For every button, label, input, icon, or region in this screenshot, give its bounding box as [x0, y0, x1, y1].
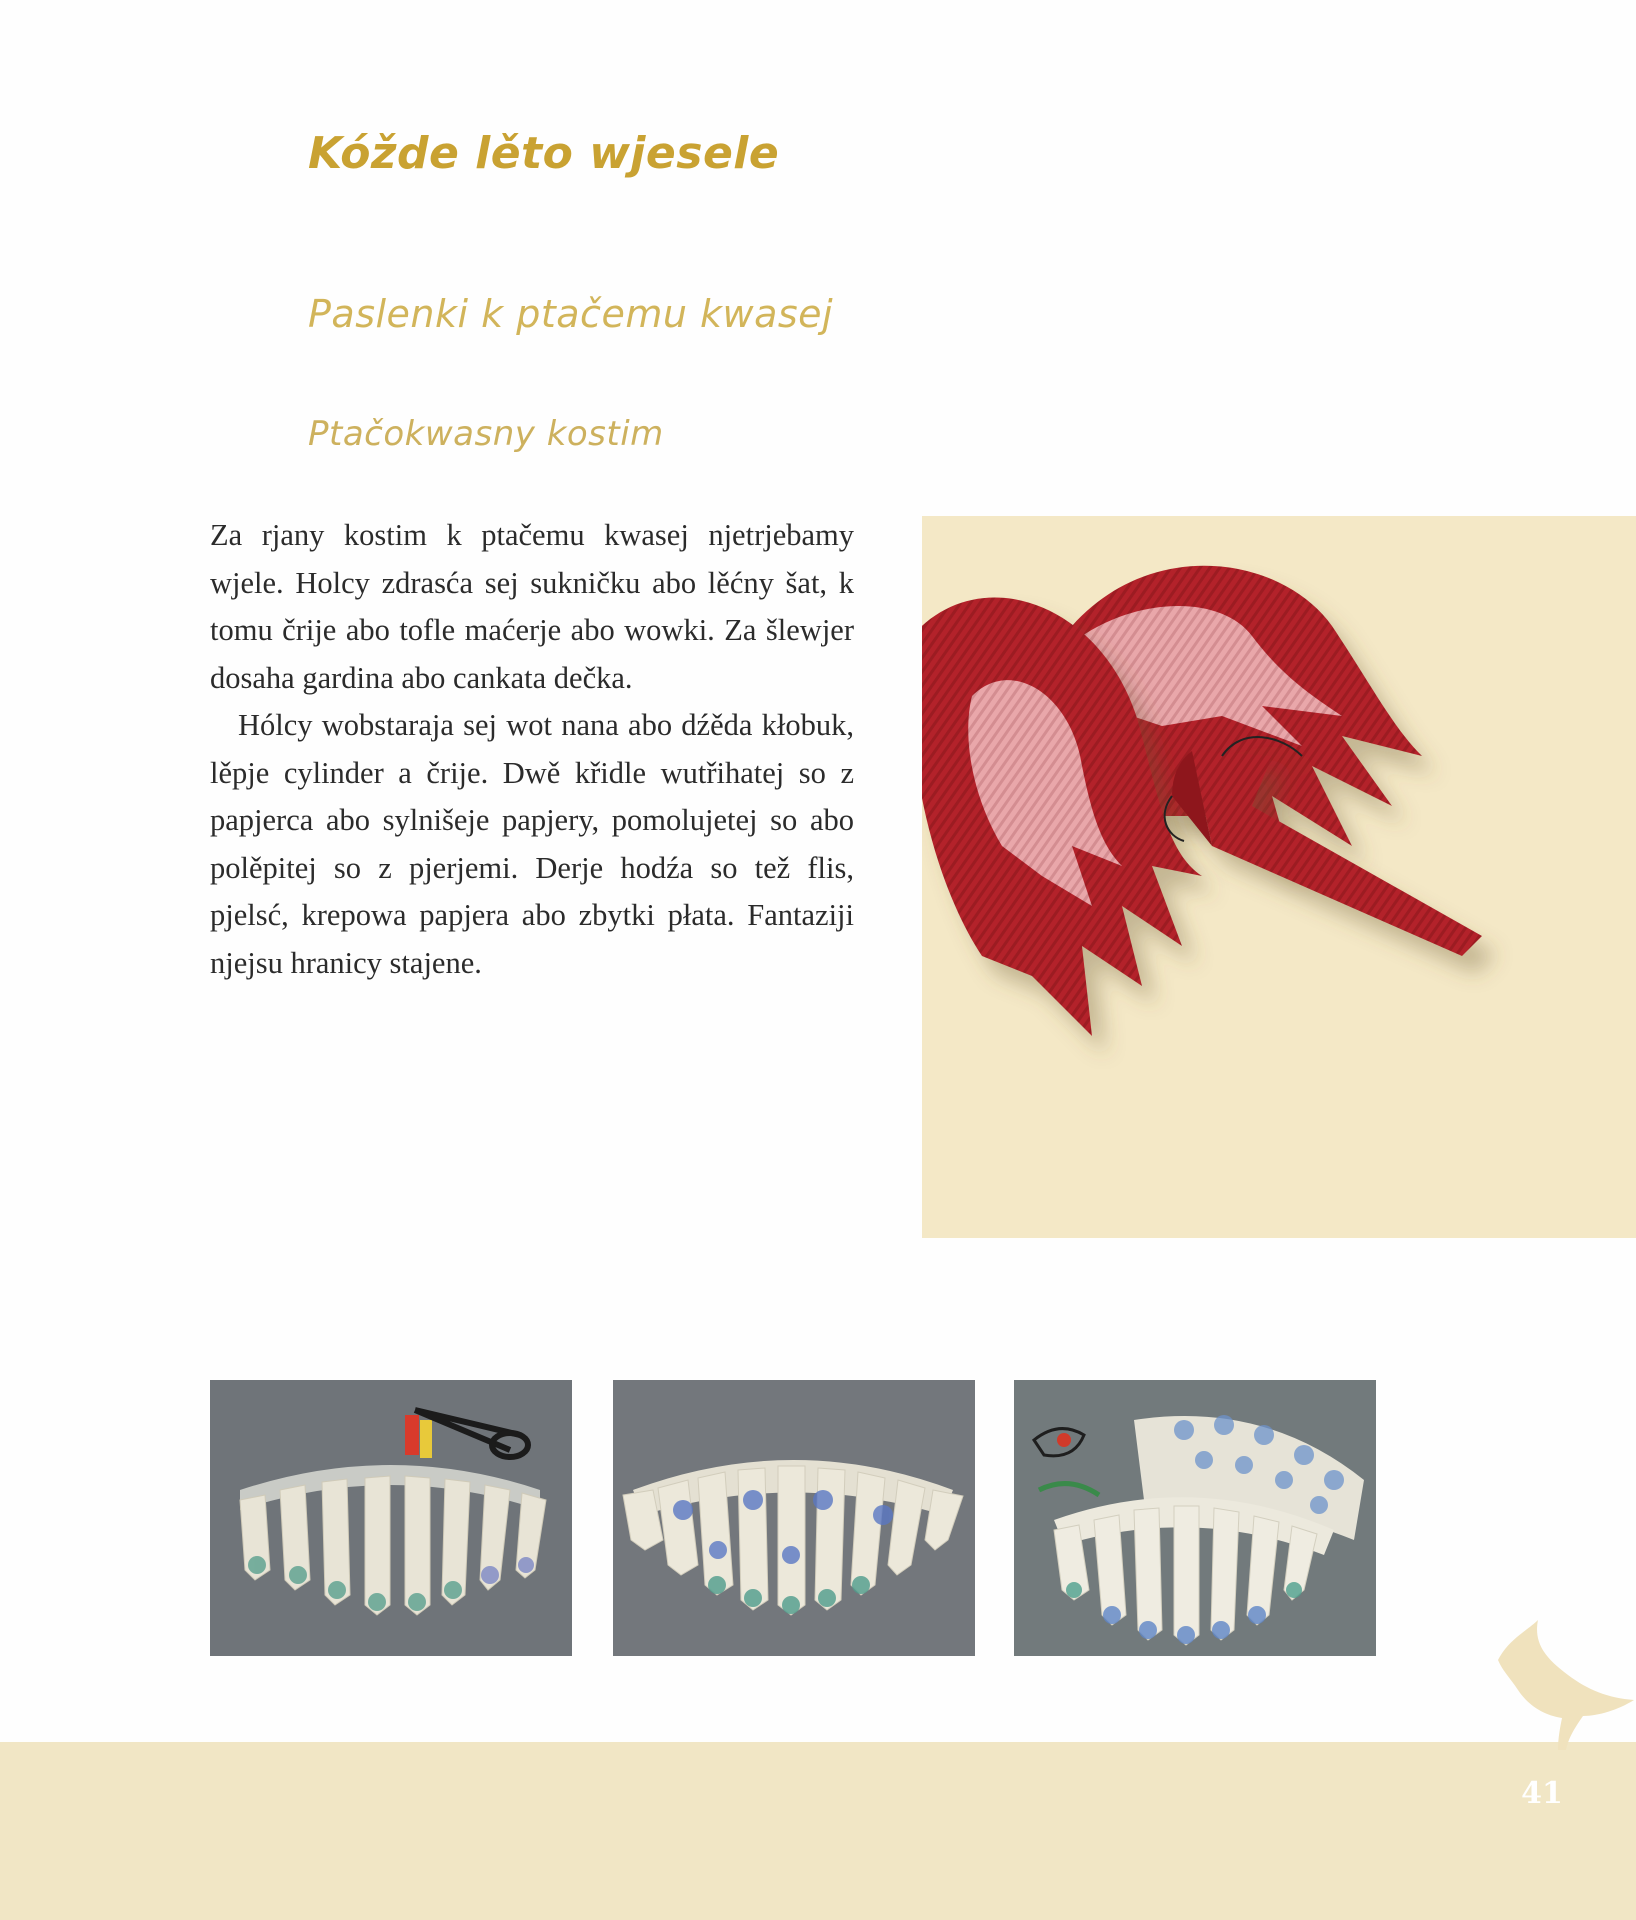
subsection-title: Ptačokwasny kostim [308, 414, 664, 454]
main-photo [922, 516, 1636, 1238]
painted-feather-collar-photo-icon [613, 1380, 975, 1656]
body-text [210, 512, 854, 987]
thumbnail-3 [1014, 1380, 1376, 1656]
wings-and-beak-photo-icon [922, 516, 1636, 1238]
footer-band [0, 1742, 1636, 1920]
page-number: 41 [1521, 1776, 1563, 1811]
thumbnail-2 [613, 1380, 975, 1656]
bird-silhouette-icon [1488, 1620, 1636, 1750]
paper-collar-with-scissors-photo-icon [210, 1380, 572, 1656]
chapter-title: Kóžde lěto wjesele [308, 128, 780, 179]
finished-feather-collar-photo-icon [1014, 1380, 1376, 1656]
paragraph-1: Za rjany kostim k ptačemu kwasej njetrjebamy wjele. Holcy zdrasća sej sukničku abo lěćny šat, k tomu črije abo tofle maćerje abo wowki. Za šlewjer dosaha gardina abo cankata dečka. [210, 518, 854, 695]
section-title: Paslenki k ptačemu kwasej [308, 292, 834, 336]
paragraph-2: Hólcy wobstaraja sej wot nana abo dźěda kłobuk, lěpje cylinder a črije. Dwě křidle wutřihatej so z papjerca abo sylnišeje papjery, pomolujetej so abo polěpitej so z pjerjemi. Derje hodźa so tež flis, pjelsć, krepowa papjera abo zbytki płata. Fantaziji njejsu hranicy stajene. [210, 708, 854, 980]
thumbnail-1 [210, 1380, 572, 1656]
